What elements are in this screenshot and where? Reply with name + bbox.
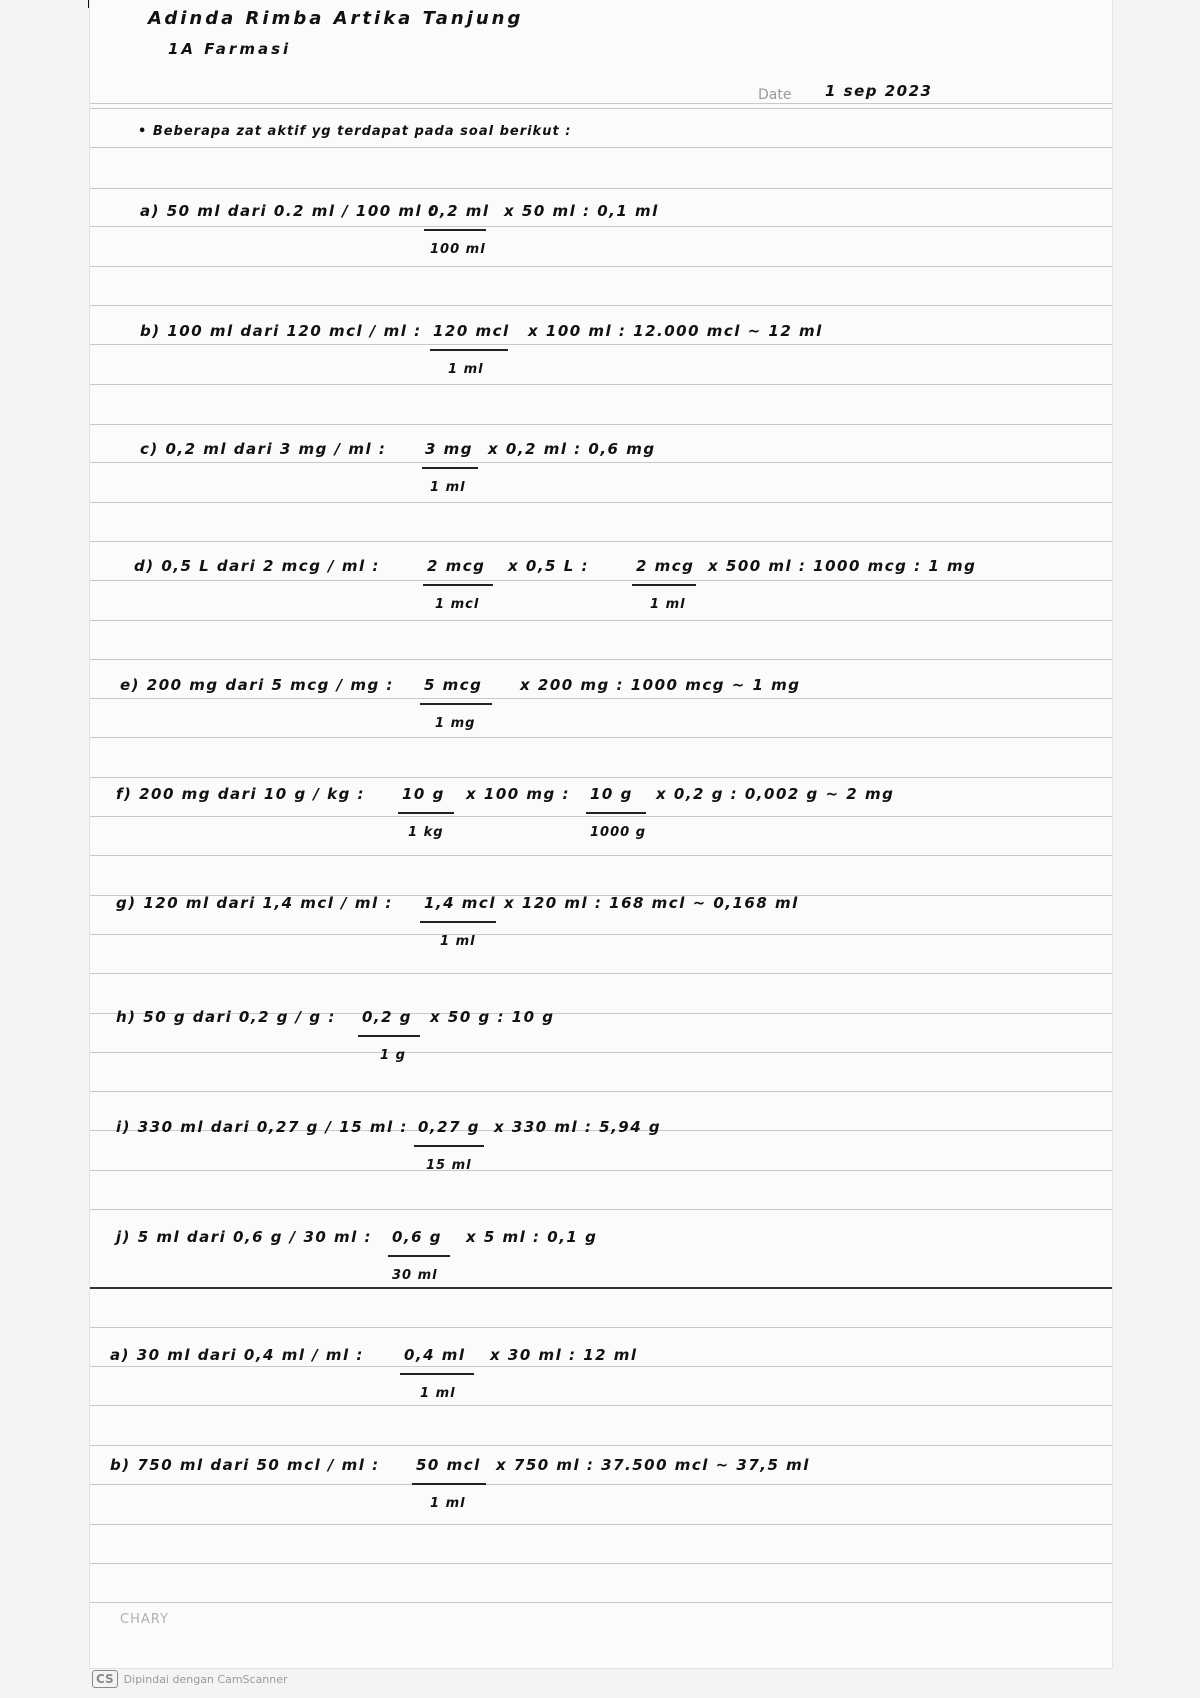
fraction-denominator: 1 kg [408,825,444,840]
ruled-line [90,816,1112,817]
problem-lead: c) 0,2 ml dari 3 mg / ml : [140,440,387,458]
problem-result: x 330 ml : 5,94 g [494,1118,662,1136]
problem-step: x 100 mg : [466,785,571,803]
ruled-line [90,103,1112,104]
ruled-line [90,147,1112,148]
fraction-numerator: 2 mcg [427,557,486,575]
ruled-line [90,305,1112,306]
problem-result: x 500 ml : 1000 mcg : 1 mg [708,557,977,575]
fraction-numerator: 0,27 g [418,1118,480,1136]
problem-result: x 30 ml : 12 ml [490,1346,638,1364]
problem-result: x 0,2 g : 0,002 g ~ 2 mg [656,785,895,803]
fraction-bar [423,584,493,586]
date-label: Date [758,87,792,103]
ruled-line [90,934,1112,935]
notebook-page [90,0,1112,1668]
problem-lead: b) 100 ml dari 120 mcl / ml : [140,322,422,340]
date-value: 1 sep 2023 [825,82,933,100]
ruled-line [90,541,1112,542]
fraction-denominator: 15 ml [426,1158,472,1173]
problem-lead: a) 50 ml dari 0.2 ml / 100 ml : [140,202,437,220]
problem-result: x 120 ml : 168 mcl ~ 0,168 ml [504,894,799,912]
fraction-bar [632,584,696,586]
fraction-numerator: 0,2 g [362,1008,413,1026]
ruled-line [90,580,1112,581]
page-stamp: CHARY [120,1612,169,1627]
problem-lead: e) 200 mg dari 5 mcg / mg : [120,676,394,694]
fraction-numerator: 0,4 ml [404,1346,466,1364]
scanner-text: Dipindai dengan CamScanner [123,1672,288,1686]
ruled-line [90,855,1112,856]
fraction-numerator: 2 mcg [636,557,695,575]
ruled-line [90,226,1112,227]
ruled-line [90,620,1112,621]
fraction-numerator: 0,6 g [392,1228,443,1246]
ruled-line [90,1524,1112,1525]
fraction-bar [422,467,478,469]
ruled-line [90,502,1112,503]
problem-lead: d) 0,5 L dari 2 mcg / ml : [134,557,380,575]
fraction-numerator: 10 g [590,785,633,803]
ruled-line [90,1563,1112,1564]
problem-result: x 50 g : 10 g [430,1008,555,1026]
problem-lead: f) 200 mg dari 10 g / kg : [116,785,366,803]
ruled-line [90,737,1112,738]
fraction-denominator: 1 ml [440,934,476,949]
ruled-line [90,266,1112,267]
ruled-line [90,659,1112,660]
ruled-line [90,1602,1112,1603]
ruled-line [90,777,1112,778]
fraction-denominator: 1000 g [590,825,647,840]
ruled-line [90,1445,1112,1446]
fraction-denominator: 1 ml [420,1386,456,1401]
ruled-line [90,384,1112,385]
problem-step: x 0,5 L : [508,557,589,575]
student-class: 1A Farmasi [168,40,292,58]
fraction-numerator: 50 mcl [416,1456,481,1474]
question-text: • Beberapa zat aktif yg terdapat pada soal berikut : [138,124,572,139]
fraction-numerator: 10 g [402,785,445,803]
problem-result: x 5 ml : 0,1 g [466,1228,598,1246]
fraction-bar [400,1373,474,1375]
fraction-bar [420,921,496,923]
fraction-denominator: 1 g [380,1048,406,1063]
fraction-bar [586,812,646,814]
problem-result: x 0,2 ml : 0,6 mg [488,440,656,458]
problem-result: x 200 mg : 1000 mcg ~ 1 mg [520,676,801,694]
problem-lead: j) 5 ml dari 0,6 g / 30 ml : [116,1228,373,1246]
fraction-denominator: 1 ml [448,362,484,377]
fraction-bar [398,812,454,814]
fraction-bar [412,1483,486,1485]
fraction-denominator: 1 ml [430,1496,466,1511]
ruled-line [90,424,1112,425]
camscanner-logo-icon: CS [92,1670,118,1688]
fraction-numerator: 0,2 ml [428,202,490,220]
ruled-line [90,188,1112,189]
problem-lead: i) 330 ml dari 0,27 g / 15 ml : [116,1118,408,1136]
fraction-numerator: 3 mg [425,440,474,458]
problem-result: x 50 ml : 0,1 ml [504,202,659,220]
ruled-line [90,1170,1112,1171]
fraction-denominator: 1 mcl [435,597,480,612]
fraction-bar [358,1035,420,1037]
problem-lead: b) 750 ml dari 50 mcl / ml : [110,1456,380,1474]
student-name: Adinda Rimba Artika Tanjung [148,8,524,29]
fraction-denominator: 1 ml [430,480,466,495]
ruled-line [90,1327,1112,1328]
scanner-watermark [92,1670,288,1688]
ruled-line [90,1209,1112,1210]
ruled-line [90,973,1112,974]
fraction-denominator: 100 ml [430,242,486,257]
fraction-numerator: 5 mcg [424,676,483,694]
problem-lead: a) 30 ml dari 0,4 ml / ml : [110,1346,364,1364]
fraction-bar [424,229,486,231]
ruled-line [90,1366,1112,1367]
fraction-numerator: 120 mcl [433,322,510,340]
ruled-line [90,698,1112,699]
ruled-line [90,1091,1112,1092]
problem-lead: h) 50 g dari 0,2 g / g : [116,1008,336,1026]
problem-result: x 100 ml : 12.000 mcl ~ 12 ml [528,322,823,340]
ruled-line [90,108,1112,109]
problem-lead: g) 120 ml dari 1,4 mcl / ml : [116,894,393,912]
fraction-bar [430,349,508,351]
fraction-bar [420,703,492,705]
fraction-denominator: 30 ml [392,1268,438,1283]
ruled-line [90,1052,1112,1053]
ruled-line [90,344,1112,345]
ruled-line [90,1484,1112,1485]
fraction-numerator: 1,4 mcl [424,894,496,912]
ruled-line [90,462,1112,463]
fraction-denominator: 1 ml [650,597,686,612]
fraction-bar [388,1255,450,1257]
problem-result: x 750 ml : 37.500 mcl ~ 37,5 ml [496,1456,810,1474]
ruled-line [90,1405,1112,1406]
separator-line [90,1287,1112,1289]
fraction-denominator: 1 mg [435,716,476,731]
fraction-bar [414,1145,484,1147]
